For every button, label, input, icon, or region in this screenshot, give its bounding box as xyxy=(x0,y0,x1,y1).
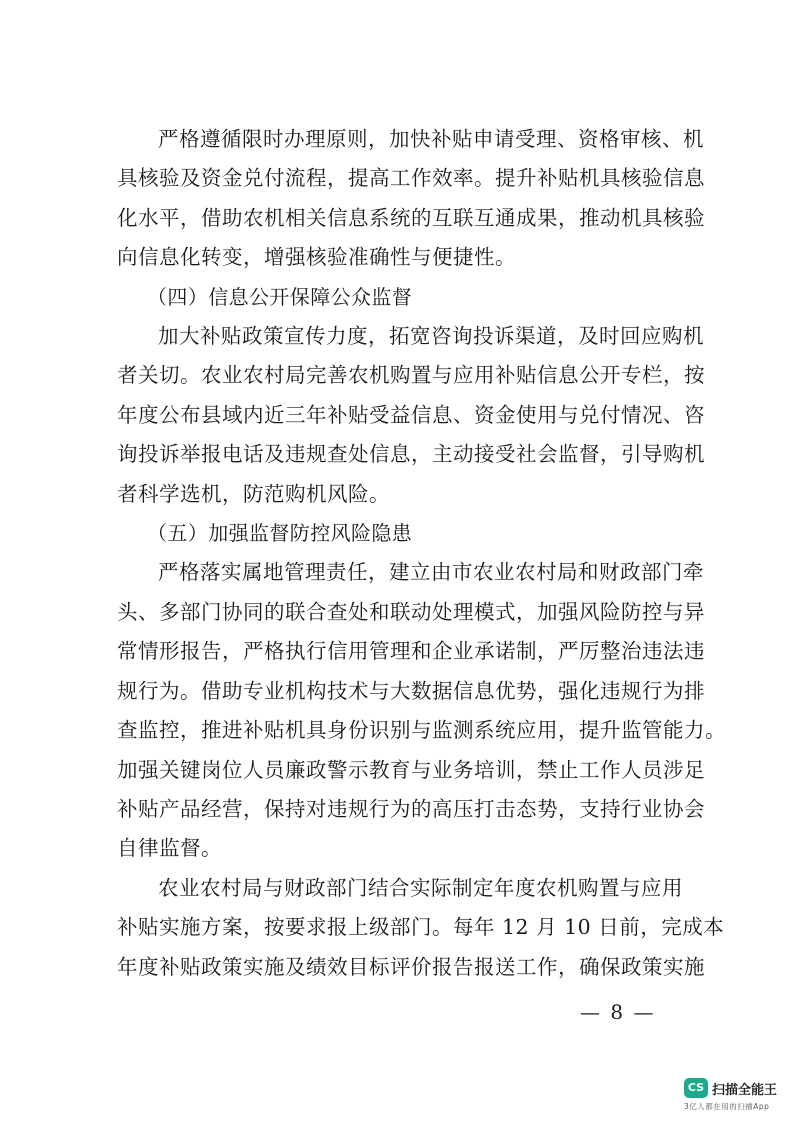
text-line: 者科学选机，防范购机风险。 xyxy=(117,481,390,506)
text-line: 加大补贴政策宣传力度，拓宽咨询投诉渠道，及时回应购机 xyxy=(158,324,704,349)
text-line: 年度补贴政策实施及绩效目标评价报告报送工作，确保政策实施 xyxy=(117,954,705,979)
text-line: 加强关键岗位人员廉政警示教育与业务培训，禁止工作人员涉足 xyxy=(117,757,705,782)
text-line: 化水平，借助农机相关信息系统的互联互通成果，推动机具核验 xyxy=(117,205,705,230)
scanner-watermark xyxy=(684,1078,784,1118)
text-line: 查监控，推进补贴机具身份识别与监测系统应用，提升监管能力。 xyxy=(117,718,726,743)
text-line: 年度公布县域内近三年补贴受益信息、资金使用与兑付情况、咨 xyxy=(117,402,705,427)
page-number: — 8 — xyxy=(580,1000,656,1024)
text-line: 向信息化转变，增强核验准确性与便捷性。 xyxy=(117,245,516,270)
text-line: 者关切。农业农村局完善农机购置与应用补贴信息公开专栏，按 xyxy=(117,363,705,388)
text-line: 头、多部门协同的联合查处和联动处理模式，加强风险防控与异 xyxy=(117,599,705,624)
camscanner-logo-icon: CS xyxy=(684,1078,708,1098)
text-line: 具核验及资金兑付流程，提高工作效率。提升补贴机具核验信息 xyxy=(117,166,705,191)
text-line: 补贴产品经营，保持对违规行为的高压打击态势，支持行业协会 xyxy=(117,796,705,821)
document-body xyxy=(117,120,726,987)
text-line: 补贴实施方案，按要求报上级部门。每年 12 月 10 日前，完成本 xyxy=(117,915,725,940)
text-line: 规行为。借助专业机构技术与大数据信息优势，强化违规行为排 xyxy=(117,678,705,703)
paragraph-information-disclosure xyxy=(117,317,705,514)
text-line: 严格落实属地管理责任，建立由市农业农村局和财政部门牵 xyxy=(158,560,704,585)
watermark-tagline: 3亿人都在用的扫描App xyxy=(684,1102,770,1111)
section-heading-4: （四）信息公开保障公众监督 xyxy=(147,284,413,309)
text-line: 严格遵循限时办理原则，加快补贴申请受理、资格审核、机 xyxy=(158,127,704,151)
watermark-app-name: 扫描全能王 xyxy=(712,1082,778,1098)
text-line: 农业农村局与财政部门结合实际制定年度农机购置与应用 xyxy=(158,875,683,900)
paragraph-efficiency xyxy=(117,120,705,278)
text-line: 自律监督。 xyxy=(117,836,222,861)
text-line: 常情形报告，严格执行信用管理和企业承诺制，严厉整治违法违 xyxy=(117,639,705,664)
text-line: 询投诉举报电话及违规查处信息，主动接受社会监督，引导购机 xyxy=(117,442,705,467)
section-heading-5: （五）加强监督防控风险隐患 xyxy=(147,521,413,546)
paragraph-implementation-plan xyxy=(117,869,725,987)
paragraph-supervision xyxy=(117,553,726,868)
